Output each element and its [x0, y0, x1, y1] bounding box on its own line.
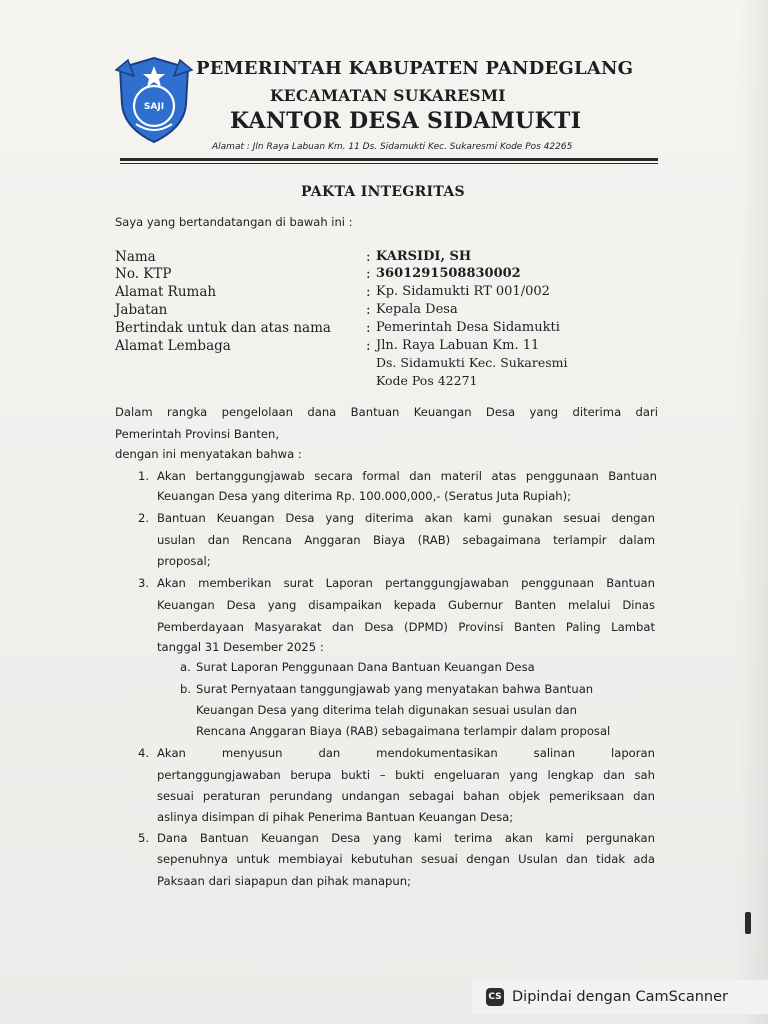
identity-label: No. KTP	[115, 266, 172, 282]
identity-value-acting-for: Pemerintah Desa Sidamukti	[376, 320, 560, 335]
identity-value-name: KARSIDI, SH	[376, 249, 472, 264]
colon: :	[366, 338, 371, 354]
identity-label: Nama	[115, 249, 156, 265]
list-item-line: tanggal 31 Desember 2025 :	[157, 640, 324, 654]
list-item-line: Akan memberikan surat Laporan pertanggungjawaban penggunaan Bantuan	[157, 576, 655, 590]
identity-value-ktp: 3601291508830002	[376, 266, 521, 281]
identity-value-institution-address: Jln. Raya Labuan Km. 11	[376, 338, 540, 353]
identity-label: Bertindak untuk dan atas nama	[115, 320, 331, 336]
letterhead-office: KANTOR DESA SIDAMUKTI	[230, 108, 582, 134]
identity-value-position: Kepala Desa	[376, 302, 458, 317]
opening-line: dengan ini menyatakan bahwa :	[115, 447, 302, 461]
list-item-line: Akan bertanggungjawab secara formal dan materil atas penggunaan Bantuan	[157, 469, 657, 483]
camscanner-logo-icon: CS	[486, 988, 504, 1006]
document-title: PAKTA INTEGRITAS	[301, 184, 465, 200]
sublist-letter: a.	[180, 660, 191, 674]
camscanner-watermark	[472, 980, 768, 1014]
intro-text: Saya yang bertandatangan di bawah ini :	[115, 215, 353, 229]
sublist-item-line: Rencana Anggaran Biaya (RAB) sebagaimana terlampir dalam proposal	[196, 724, 611, 738]
list-item-line: Dana Bantuan Keuangan Desa yang kami terima akan kami pergunakan	[157, 831, 655, 845]
letterhead-rule-thin	[120, 163, 658, 164]
institution-address-line2: Ds. Sidamukti Kec. Sukaresmi	[376, 355, 568, 370]
list-item-line: sepenuhnya untuk membiayai kebutuhan sesuai dengan Usulan dan tidak ada	[157, 852, 655, 866]
emblem-text: SAJI	[143, 102, 165, 112]
page-edge-shadow	[738, 0, 768, 1024]
identity-label: Jabatan	[115, 302, 168, 318]
identity-value-home-address: Kp. Sidamukti RT 001/002	[376, 284, 550, 299]
list-item-line: aslinya disimpan di pihak Penerima Bantuan Keuangan Desa;	[157, 810, 514, 824]
institution-address-line3: Kode Pos 42271	[376, 373, 478, 388]
colon: :	[366, 266, 371, 282]
sublist-item-line: Surat Laporan Penggunaan Dana Bantuan Keuangan Desa	[196, 660, 535, 674]
opening-line: Dalam rangka pengelolaan dana Bantuan Keuangan Desa yang diterima dari	[115, 405, 658, 419]
list-item-line: Keuangan Desa yang diterima Rp. 100.000,000,- (Seratus Juta Rupiah);	[157, 489, 572, 503]
list-item-line: sesuai peraturan perundang undangan sebagai bahan objek pemeriksaan dan	[157, 789, 655, 803]
list-item-line: usulan dan Rencana Anggaran Biaya (RAB) sebagaimana terlampir dalam	[157, 533, 655, 547]
identity-label: Alamat Lembaga	[115, 338, 231, 354]
list-item-line: Pemberdayaan Masyarakat dan Desa (DPMD) Provinsi Banten Paling Lambat	[157, 620, 655, 634]
letterhead-government: PEMERINTAH KABUPATEN PANDEGLANG	[196, 58, 634, 79]
regency-emblem-icon	[114, 54, 194, 144]
letterhead-district: KECAMATAN SUKARESMI	[270, 86, 506, 105]
list-number: 3.	[138, 576, 150, 590]
colon: :	[366, 284, 371, 300]
watermark-text: Dipindai dengan CamScanner	[512, 989, 729, 1005]
colon: :	[366, 249, 371, 265]
list-item-line: Bantuan Keuangan Desa yang diterima akan kami gunakan sesuai dengan	[157, 511, 655, 525]
sublist-item-line: Keuangan Desa yang diterima telah digunakan sesuai usulan dan	[196, 703, 577, 717]
list-item-line: proposal;	[157, 554, 211, 568]
list-number: 1.	[138, 469, 150, 483]
letterhead-rule-thick	[120, 158, 658, 161]
identity-label: Alamat Rumah	[115, 284, 217, 300]
list-item-line: pertanggungjawaban berupa bukti – bukti engeluaran yang lengkap dan sah	[157, 768, 655, 782]
colon: :	[366, 320, 371, 336]
list-item-line: Akan menyusun dan mendokumentasikan salinan laporan	[157, 746, 655, 760]
sublist-item-line: Surat Pernyataan tanggungjawab yang menyatakan bahwa Bantuan	[196, 682, 594, 696]
list-number: 2.	[138, 511, 150, 525]
opening-line: Pemerintah Provinsi Banten,	[115, 427, 280, 441]
list-item-line: Keuangan Desa yang disampaikan kepada Gubernur Banten melalui Dinas	[157, 598, 655, 612]
list-number: 4.	[138, 746, 150, 760]
sublist-letter: b.	[180, 682, 192, 696]
scan-artifact	[745, 912, 751, 934]
colon: :	[366, 302, 371, 318]
letterhead-address: Alamat : Jln Raya Labuan Km. 11 Ds. Sidamukti Kec. Sukaresmi Kode Pos 42265	[212, 142, 573, 152]
list-item-line: Paksaan dari siapapun dan pihak manapun;	[157, 874, 412, 888]
list-number: 5.	[138, 831, 150, 845]
